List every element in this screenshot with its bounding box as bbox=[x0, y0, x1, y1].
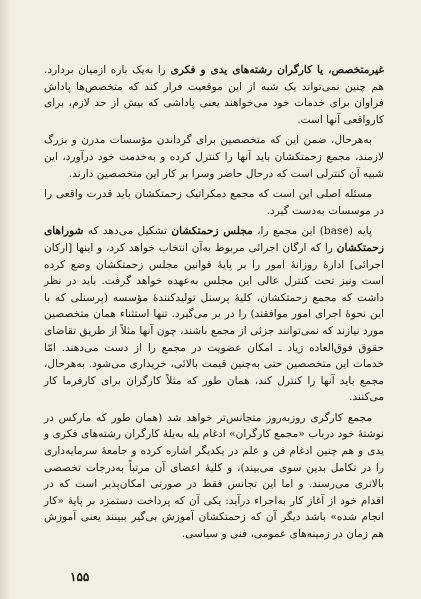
bold-text: شوراهای زحمتکشان bbox=[44, 225, 384, 254]
paragraph-3 bbox=[44, 186, 384, 219]
bold-text: مجلس زحمتکشان bbox=[171, 225, 253, 238]
bold-text: غیرمتخصص، یا کارگران رشته‌های یدی و فکری bbox=[170, 64, 385, 76]
paragraph-2 bbox=[44, 132, 384, 182]
paragraph-text: مسئله اصلی این است که مجمع دمکراتیک زحمتکشان باید قدرت واقعی را در موسسات به‌دست گیرد. bbox=[44, 188, 384, 217]
paragraph-text: به‌هرحال، ضمن این که متخصصین برای گرداندن مؤسسات مدرن و بزرگ لازمند، مجمع زحمتکشان باید آنها را کنترل کرده و به‌خدمت خود درآورد، این شبیه آن کنترلی است که درحال حاضر وسرا بر کار این متخصصین دارند. bbox=[44, 134, 384, 180]
paragraph-text: مجمع کارگری روز‌به‌روز متجانس‌تر خواهد شد (همان طور که مارکس در نوشتهٔ خود درباب «مجمع کارگران» ادغام یله به‌یلهٔ کارگران رشته‌های فکری و یدی و هم چنین ادغام فن و علم در یکدیگر اشاره کرده و جامعهٔ سرمایه‌داری را در تکامل بدین سوی می‌بیند)، و کلیهٔ اعضای آن مرتباً به‌درجات تخصصی بالاتری می‌رسند. و اما این تجانس فقط در صورتی امکان‌پذیر است که در اقدام خود از آغاز کار به‌اجراء درآید: یکی آن که پرداخت دستمزد بر پایهٔ «کار انجام شده» باشد دیگر آن که زحمتکشان آموزش بی‌گیر ببینند یعنی آموزش هم زمان در زمینه‌های عمومی، فنی و سیاسی. bbox=[44, 411, 384, 541]
body-text bbox=[44, 62, 384, 547]
paragraph-4 bbox=[44, 223, 384, 406]
paragraph-text: را به‌یک باره ازمیان بردارد. هم چنین نمی‌تواند یک شبه از این موقعیت فرار کند که متخصص‌ها پاداش فراوان برای خدمات خود می‌خواهند یعنی پاداشی که بیش از حد لازم، برای کارواقعی آنها است. bbox=[44, 64, 384, 126]
paragraph-1 bbox=[44, 62, 384, 128]
page-gutter bbox=[0, 0, 10, 599]
paragraph-text: تشکیل می‌دهد که bbox=[83, 225, 172, 238]
page-number: ۱۵۵ bbox=[70, 570, 90, 584]
paragraph-5 bbox=[44, 410, 384, 543]
paragraph-text: پایه (base) این مجمع را، bbox=[252, 225, 372, 238]
paragraph-text: را که ارگان اجرائی مربوط به‌آن انتخاب خواهد کرد، و اینها [ارکان اجرائی] ادارهٔ روزانهٔ امور را بر پایهٔ قوانین مجلس زحمتکشان وضع کرده است ونیز تحت کنترل عالی این مجلس به‌عهده خواهد گرفت. باید در نظر داشت که مجمع زحمتکشان، کلیهٔ پرسنل تولیدکنندهٔ مؤسسه (پرسنلی که با این نحوهٔ اجرای امور موافقند) را در بر می‌گیرد. تنها استثناء همان متخصصین مورد نیازند که نمی‌توانند جزئی از مجمع باشند، چون آنها مثلاً از طریق تقاضای حقوق فوق‌العاده زیاد ـ امکان عضویت در مجمع را از دست می‌دهند. امّا خدمات این متخصصین حتی به‌چنین قیمت بالائی، خریداری می‌شود. به‌هرحال، مجمع باید آنها را کنترل کند، همان طور که مثلاً کارگران برای کارفرما کار می‌کنند. bbox=[44, 241, 384, 404]
